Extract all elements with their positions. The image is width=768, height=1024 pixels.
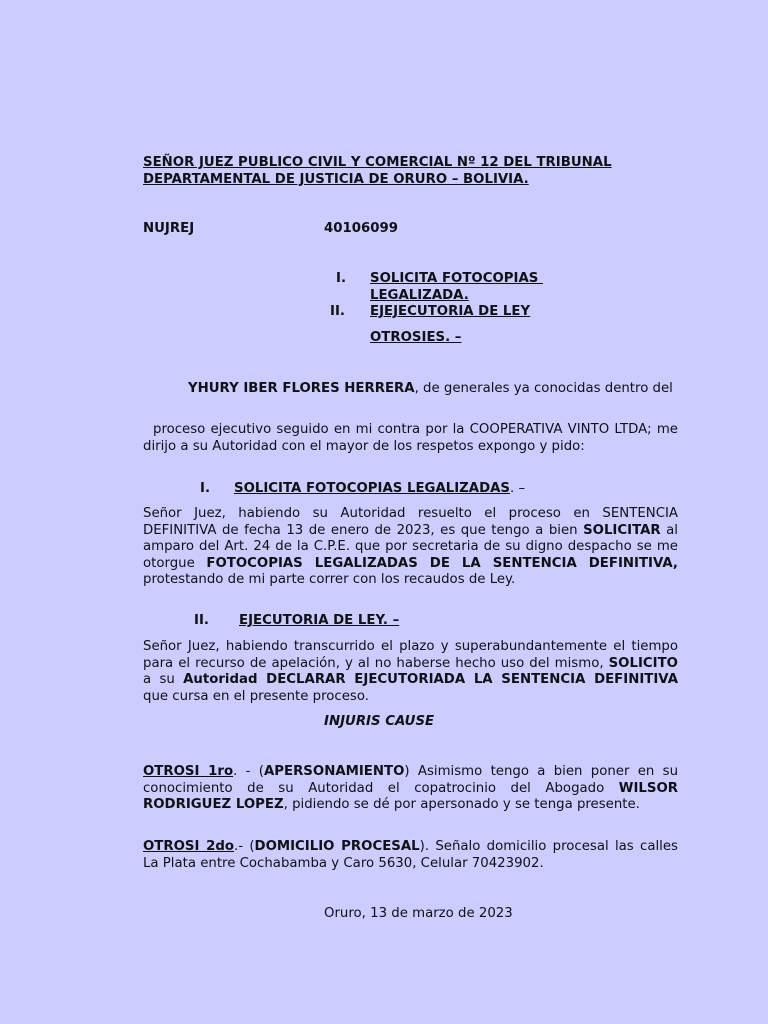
nujrej-value: 40106099: [324, 221, 399, 236]
otrosi-1-label: OTROSI 1ro: [143, 764, 234, 779]
section-1-title: SOLICITA FOTOCOPIAS LEGALIZADAS: [234, 481, 510, 496]
otrosi-2-label: OTROSI 2do: [143, 839, 235, 854]
otrosi-1-bold-1: APERSONAMIENTO: [263, 764, 405, 779]
intro-paragraph: proceso ejecutivo seguido en mi contra por la COOPERATIVA VINTO LTDA; me dirijo a su Autoridad con el mayor de los respetos expongo y pido:: [143, 422, 678, 454]
injuris-cause: INJURIS CAUSE: [324, 714, 435, 729]
section-2-bold-1: SOLICITO: [608, 655, 678, 671]
section-2-bold-2: Autoridad DECLARAR EJECUTORIADA LA SENTENCIA DEFINITIVA: [183, 672, 678, 687]
intro-line: [188, 381, 678, 398]
intro-text-1: , de generales ya conocidas dentro del: [414, 381, 673, 396]
section-1-heading: [234, 481, 525, 498]
section-2-text-3: que cursa en el presente proceso.: [143, 688, 369, 704]
court-line-1: SEÑOR JUEZ PUBLICO CIVIL Y COMERCIAL Nº 12 DEL TRIBUNAL: [143, 155, 612, 170]
petition-2-line-1: EJEJECUTORIA DE LEY: [370, 304, 531, 319]
section-2-text-2: a su: [143, 672, 184, 687]
section-2-text-1: Señor Juez, habiendo transcurrido el plazo y superabundantemente el tiempo para el recurso de apelación, y al no haberse hecho uso del mismo,: [143, 639, 678, 671]
otrosies-suffix: . –: [445, 330, 462, 345]
otrosi-2-bold-1: DOMICILIO PROCESAL: [254, 839, 420, 854]
otrosi-1-text-3: , pidiendo se dé por apersonado y se tenga presente.: [283, 797, 640, 812]
otrosies-heading: [370, 330, 461, 347]
section-1-number: I.: [200, 481, 210, 496]
otrosi-1-paragraph: [143, 764, 678, 814]
otrosies-text: OTROSIES: [370, 330, 446, 345]
section-1-bold-1: SOLICITAR: [583, 522, 661, 538]
section-1-paragraph: [143, 506, 678, 589]
otrosi-1-text-2: ) Asimismo tengo a bien poner en su conocimiento de su Autoridad el copatrocinio del Abogado: [143, 764, 679, 796]
section-2-title: EJECUTORIA DE LEY. –: [239, 613, 400, 628]
section-2-number: II.: [194, 613, 209, 628]
section-1-bold-2: FOTOCOPIAS LEGALIZADAS DE LA SENTENCIA DEFINITIVA,: [206, 555, 678, 571]
otrosi-2-text-2: ). Señalo domicilio procesal las calles La Plata entre Cochabamba y Caro 5630, Celular 70423902.: [143, 839, 678, 871]
petition-1-line-1: SOLICITA FOTOCOPIAS: [370, 271, 543, 286]
court-address: [143, 155, 683, 188]
petition-1-line-2: LEGALIZADA.: [370, 288, 469, 303]
section-1-text-3: protestando de mi parte correr con los recaudos de Ley.: [143, 572, 516, 587]
petitioner-name: YHURY IBER FLORES HERRERA: [188, 381, 415, 396]
otrosi-1-bold-2: WILSOR RODRIGUEZ LOPEZ: [143, 780, 678, 812]
section-1-text-1: Señor Juez, habiendo su Autoridad resuelto el proceso en SENTENCIA DEFINITIVA de fecha 13 de enero de 2023, es que tengo a bien: [143, 506, 678, 538]
petition-2-number: II.: [330, 304, 345, 319]
section-1-title-suffix: . –: [510, 481, 526, 496]
petition-1-number: I.: [336, 271, 346, 286]
court-line-2: DEPARTAMENTAL DE JUSTICIA DE ORURO – BOLIVIA.: [143, 171, 529, 187]
otrosi-1-text-1: . - (: [233, 764, 264, 779]
nujrej-label: NUJREJ: [143, 221, 195, 236]
section-1-text-2: al amparo del Art. 24 de la C.P.E. que por secretaria de su digno despacho se me otorgue: [143, 522, 678, 571]
otrosi-2-paragraph: [143, 839, 678, 872]
otrosi-2-text-1: .- (: [234, 839, 255, 854]
section-2-paragraph: [143, 639, 678, 705]
place-and-date: Oruro, 13 de marzo de 2023: [324, 906, 513, 921]
